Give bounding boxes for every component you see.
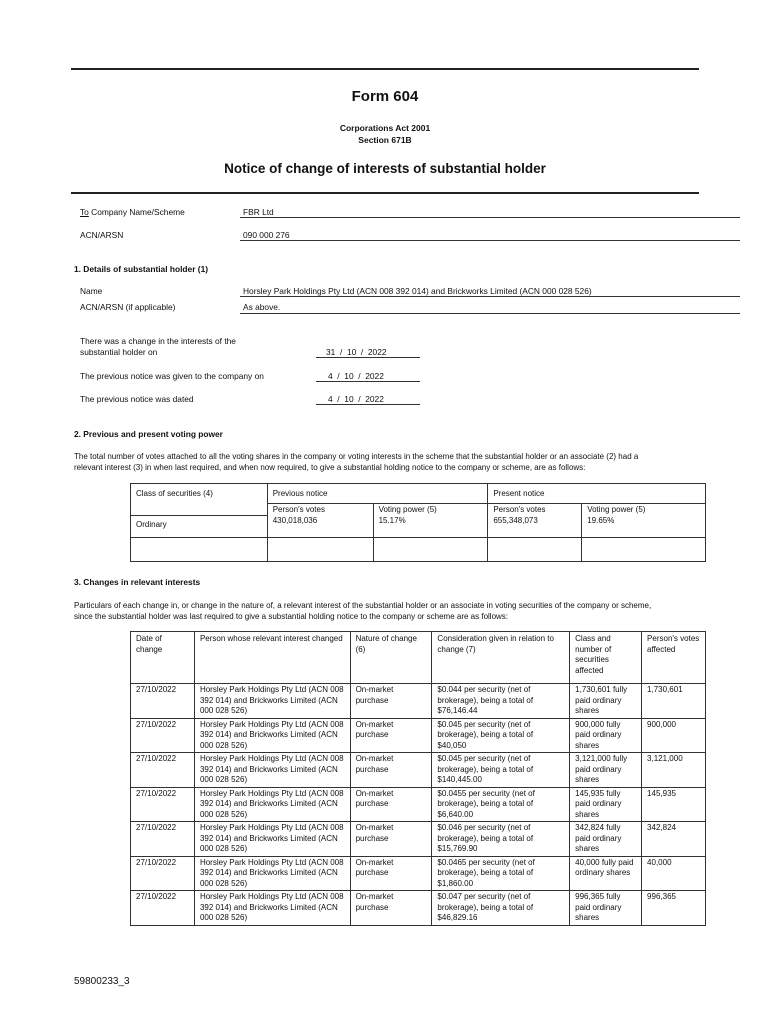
cell-person: Horsley Park Holdings Pty Ltd (ACN 008 392 014) and Brickworks Limited (ACN 000 028 526) [194,753,350,788]
section2-para-1: The total number of votes attached to all the voting shares in the company or voting interests in the scheme that the substantial holder or an associate (2) had a [74,452,639,461]
header-votes: Person's votes affected [642,632,706,684]
section3-para-2: since the substantial holder was last required to give a substantial holding notice to the company or scheme are as follows: [74,612,509,621]
cell-date: 27/10/2022 [131,718,195,753]
company-name-line [240,217,740,218]
cell-date: 27/10/2022 [131,753,195,788]
form-title: Form 604 [351,88,419,105]
prev-given-date: 4 / 10 / 2022 [328,371,384,381]
pres-power: 19.65% [582,516,706,538]
title-rule [71,192,699,194]
pres-power-header: Voting power (5) [582,504,706,516]
cell-person: Horsley Park Holdings Pty Ltd (ACN 008 392 014) and Brickworks Limited (ACN 000 028 526) [194,684,350,719]
cell-class: 900,000 fully paid ordinary shares [570,718,642,753]
cell-consideration: $0.047 per security (net of brokerage), being a total of $46,829.16 [432,891,570,926]
table-row [131,718,706,753]
change-label-line2: substantial holder on [80,347,158,357]
header-person: Person whose relevant interest changed [194,632,350,684]
prev-dated-line [316,404,420,405]
notice-title: Notice of change of interests of substantial holder [224,161,546,176]
holder-acn-value: As above. [243,302,281,312]
cell-consideration: $0.046 per security (net of brokerage), being a total of $15,769.90 [432,822,570,857]
empty-cell [373,538,488,562]
change-date-line [316,357,420,358]
section2-para-2: relevant interest (3) in when last required, and when now required, to give a substantial holding notice to the company or scheme, are as follows: [74,463,586,472]
act-name: Corporations Act 2001 [339,123,431,133]
cell-class: 145,935 fully paid ordinary shares [570,787,642,822]
cell-consideration: $0.0455 per security (net of brokerage), being a total of $6,640.00 [432,787,570,822]
cell-nature: On-market purchase [350,856,432,891]
to-label: To [80,207,89,217]
prev-given-line [316,381,420,382]
cell-date: 27/10/2022 [131,787,195,822]
change-date: 31 / 10 / 2022 [326,347,387,357]
cell-nature: On-market purchase [350,684,432,719]
cell-class: 996,365 fully paid ordinary shares [570,891,642,926]
cell-votes: 3,121,000 [642,753,706,788]
cell-class: 3,121,000 fully paid ordinary shares [570,753,642,788]
table-row [131,856,706,891]
section3-heading: 3. Changes in relevant interests [74,577,201,587]
cell-person: Horsley Park Holdings Pty Ltd (ACN 008 392 014) and Brickworks Limited (ACN 000 028 526) [194,822,350,857]
empty-cell [582,538,706,562]
prev-dated-label: The previous notice was dated [80,394,194,404]
cell-votes: 1,730,601 [642,684,706,719]
doc-id: 59800233_3 [74,976,130,987]
header-nature: Nature of change (6) [350,632,432,684]
cell-consideration: $0.045 per security (net of brokerage), being a total of $40,050 [432,718,570,753]
cell-person: Horsley Park Holdings Pty Ltd (ACN 008 392 014) and Brickworks Limited (ACN 000 028 526) [194,891,350,926]
section1-heading: 1. Details of substantial holder (1) [74,264,209,274]
company-label [80,207,185,217]
previous-notice-header: Previous notice [267,484,488,504]
class-of-securities-header: Class of securities (4) [131,484,268,516]
holder-name-value: Horsley Park Holdings Pty Ltd (ACN 008 392 014) and Brickworks Limited (ACN 000 028 526) [243,286,592,296]
cell-date: 27/10/2022 [131,822,195,857]
header-class: Class and number of securities affected [570,632,642,684]
prev-given-label: The previous notice was given to the company on [80,371,264,381]
cell-class: 342,824 fully paid ordinary shares [570,822,642,857]
section3-para-1: Particulars of each change in, or change in the nature of, a relevant interest of the substantial holder or an associate in voting securities of the company or scheme, [74,601,652,610]
cell-votes: 342,824 [642,822,706,857]
holder-acn-line [240,313,740,314]
prev-power: 15.17% [373,516,488,538]
cell-class: 1,730,601 fully paid ordinary shares [570,684,642,719]
section-ref: Section 671B [358,135,412,145]
row-class: Ordinary [131,516,268,538]
company-name-value: FBR Ltd [243,207,274,217]
section2-heading: 2. Previous and present voting power [74,429,223,439]
cell-nature: On-market purchase [350,718,432,753]
voting-power-table [130,483,706,562]
header-consideration: Consideration given in relation to change (7) [432,632,570,684]
cell-nature: On-market purchase [350,787,432,822]
cell-votes: 40,000 [642,856,706,891]
header-date: Date of change [131,632,195,684]
company-acn-label: ACN/ARSN [80,230,124,240]
prev-votes-header: Person's votes [267,504,373,516]
holder-name-line [240,296,740,297]
holder-acn-label: ACN/ARSN (if applicable) [80,302,176,312]
cell-votes: 996,365 [642,891,706,926]
table-row [131,787,706,822]
empty-cell [267,538,373,562]
table-row [131,753,706,788]
company-acn-line [240,240,740,241]
change-label-line1: There was a change in the interests of the [80,336,236,346]
cell-class: 40,000 fully paid ordinary shares [570,856,642,891]
cell-nature: On-market purchase [350,822,432,857]
changes-table-body [131,684,706,926]
cell-person: Horsley Park Holdings Pty Ltd (ACN 008 392 014) and Brickworks Limited (ACN 000 028 526) [194,787,350,822]
cell-date: 27/10/2022 [131,891,195,926]
prev-power-header: Voting power (5) [373,504,488,516]
prev-votes: 430,018,036 [267,516,373,538]
table-row [131,684,706,719]
company-acn-value: 090 000 276 [243,230,290,240]
changes-table [130,631,706,926]
cell-votes: 900,000 [642,718,706,753]
cell-nature: On-market purchase [350,753,432,788]
cell-nature: On-market purchase [350,891,432,926]
company-name-label: Company Name/Scheme [91,207,185,217]
empty-cell [131,538,268,562]
pres-votes: 655,348,073 [488,516,582,538]
empty-cell [488,538,582,562]
prev-dated-date: 4 / 10 / 2022 [328,394,384,404]
top-rule [71,68,699,70]
cell-date: 27/10/2022 [131,856,195,891]
present-notice-header: Present notice [488,484,706,504]
table-row [131,822,706,857]
cell-consideration: $0.044 per security (net of brokerage), being a total of $76,146.44 [432,684,570,719]
cell-consideration: $0.045 per security (net of brokerage), being a total of $140,445.00 [432,753,570,788]
pres-votes-header: Person's votes [488,504,582,516]
table-row [131,891,706,926]
cell-person: Horsley Park Holdings Pty Ltd (ACN 008 392 014) and Brickworks Limited (ACN 000 028 526) [194,718,350,753]
holder-name-label: Name [80,286,103,296]
cell-consideration: $0.0465 per security (net of brokerage), being a total of $1,860.00 [432,856,570,891]
cell-votes: 145,935 [642,787,706,822]
cell-date: 27/10/2022 [131,684,195,719]
cell-person: Horsley Park Holdings Pty Ltd (ACN 008 392 014) and Brickworks Limited (ACN 000 028 526) [194,856,350,891]
